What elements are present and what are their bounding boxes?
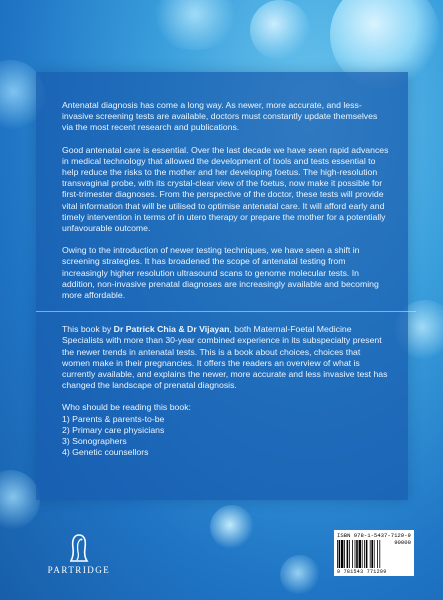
- list-item: 2) Primary care physicians: [62, 424, 165, 435]
- screening-paragraph: Owing to the introduction of newer testing techniques, we have seen a shift in screening strategies. It has broadened the scope of antenatal testing from increasingly higher resolution ultrasound scans to genome molecular tests. In addition, non-invasive prenatal diagnoses are increasingly available and becoming more affordable.: [62, 245, 379, 301]
- list-item: 3) Sonographers: [62, 436, 127, 447]
- back-cover-text: [62, 100, 390, 458]
- divider: [36, 311, 416, 312]
- barcode-bar: [352, 540, 353, 568]
- barcode-bar: [344, 540, 345, 568]
- virus-illustration: [0, 470, 40, 530]
- virus-illustration: [250, 0, 310, 60]
- about-prefix: This book by: [62, 324, 114, 335]
- barcode-bar: [349, 540, 350, 568]
- publisher-logo: [34, 533, 124, 575]
- barcode-bar: [355, 540, 356, 568]
- barcode-bar: [341, 540, 343, 568]
- author-names: Dr Patrick Chia & Dr Vijayan: [113, 324, 230, 335]
- ean-number: 9 781543 771299: [337, 569, 387, 575]
- barcode-bar: [379, 540, 380, 568]
- intro-paragraph: Antenatal diagnosis has come a long way. As newer, more accurate, and less-invasive screening tests are available, doctors must constantly update themselves via the most recent research and publications.: [62, 100, 378, 133]
- barcode-bar: [356, 540, 358, 568]
- audience-heading: Who should be reading this book:: [62, 402, 191, 413]
- list-item: 4) Genetic counsellors: [62, 447, 149, 458]
- isbn-text: ISBN 978-1-5437-7129-9: [337, 532, 411, 539]
- penguin-icon: [68, 533, 90, 563]
- barcode-bar: [347, 540, 349, 568]
- list-item: 1) Parents & parents-to-be: [62, 413, 165, 424]
- barcode-bar: [371, 540, 373, 568]
- virus-illustration: [280, 555, 320, 595]
- barcode-bar: [377, 540, 378, 568]
- barcode-bar: [366, 540, 368, 568]
- barcode-bar: [339, 540, 341, 568]
- about-suffix: , both Maternal-Foetal Medicine Specialists with more than 30-year combined experience in its subspecialty present the newer trends in antenatal tests. This is a book about choices, choices that women make in their pregnancies. It offers the readers an overview of what is currently available, and explains the newer, more accurate and less invasive test has changed the landscape of prenatal diagnosis.: [62, 324, 388, 391]
- audience-list: [62, 414, 390, 459]
- barcode-bar: [337, 540, 338, 568]
- barcode-bars: [337, 540, 395, 568]
- barcode-bar: [362, 540, 363, 568]
- antenatal-care-paragraph: Good antenatal care is essential. Over the last decade we have seen rapid advances in medical technology that allowed the development of tools and tests essential to help reduce the risks to the mother and her developing foetus. The high-resolution transvaginal probe, with its crystal-clear view of the foetus, now make it possible for first-trimester diagnoses. From the perspective of the doctor, these tests will provide vital information that will be utilised to optimise antenatal care. It will afford early and timely intervention in terms of in utero therapy or prepare the mother for a potentially unfavourable outcome.: [62, 144, 389, 234]
- price-code: 90000: [394, 539, 411, 546]
- barcode-bar: [370, 540, 371, 568]
- about-paragraph: [62, 324, 390, 391]
- barcode-bar: [364, 540, 365, 568]
- virus-illustration: [150, 0, 240, 50]
- barcode-bar: [374, 540, 375, 568]
- virus-illustration: [210, 505, 254, 549]
- barcode: [334, 530, 414, 576]
- barcode-bar: [359, 540, 361, 568]
- publisher-name: PARTRIDGE: [47, 565, 111, 575]
